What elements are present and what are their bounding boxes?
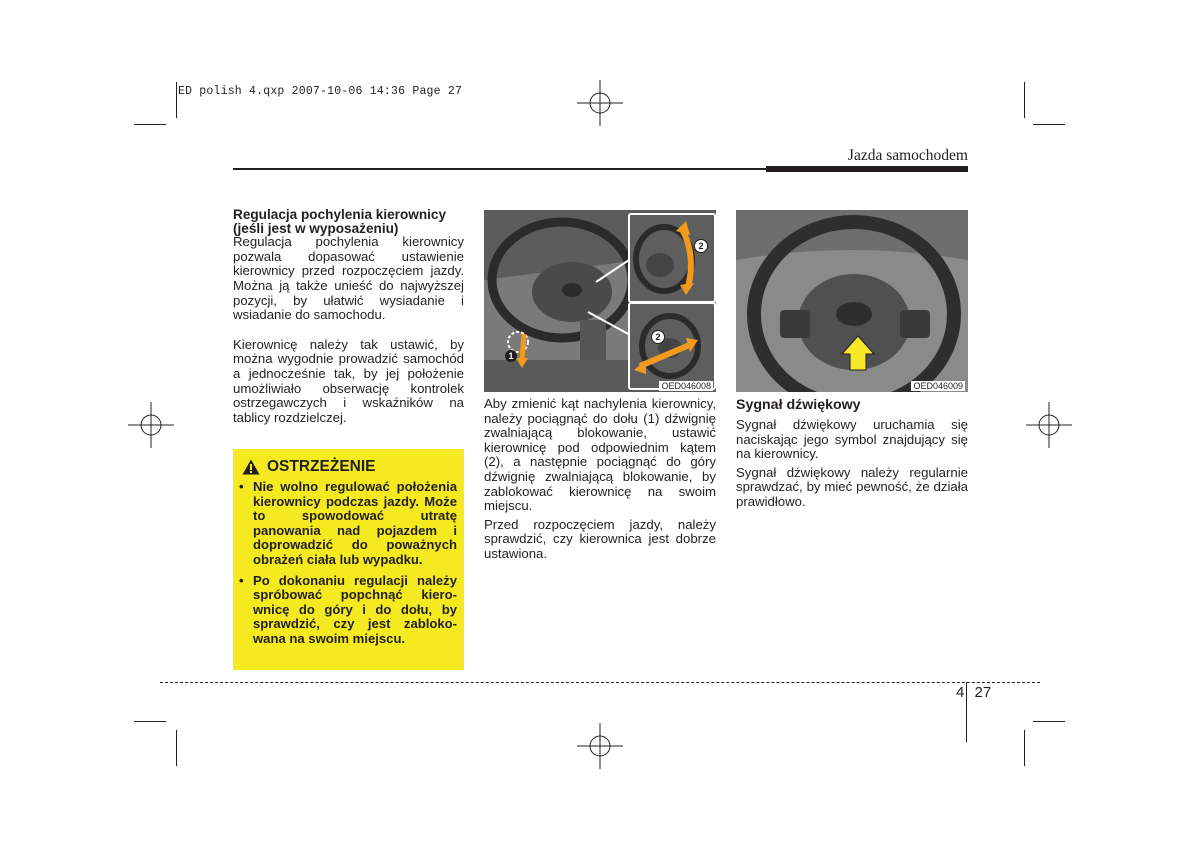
horn-paragraph: Sygnał dźwiękowy uruchamia się naciskając jego symbol znajdujący się na kierownicy. — [736, 417, 968, 462]
callout-badge: 2 — [694, 239, 708, 253]
inset-lower — [628, 302, 716, 390]
horn-check-paragraph: Sygnał dźwiękowy należy regularnie sprawdzać, by mieć pewność, że działa prawidłowo. — [736, 464, 968, 509]
file-header: ED polish 4.qxp 2007-10-06 14:36 Page 27 — [178, 85, 463, 98]
tilt-steering-illustration — [484, 210, 716, 392]
steering-position-paragraph: Kierownicę należy tak ustawić, by można wygodnie prowadzić samochód a jednocześnie tak, by jej położenie umożliwiało obserwację kontrolek ostrzegawczych i wskaźników na tablicy rozdzielczej. — [233, 336, 464, 425]
warning-item — [239, 574, 457, 647]
warning-item — [239, 480, 457, 568]
tilt-adjust-paragraph: Aby zmienić kąt nachylenia kierownicy, należy pociągnąć do dołu (1) dźwignię zwalniającą blokowanie, ustawić kierownicę pod odpowiednim kątem (2), a następnie pociągnąć do góry dźwignię zwalniającą blokowanie, by zablokować kierownicę na swoim miejscu. — [484, 396, 716, 514]
registration-mark-icon — [577, 80, 623, 126]
page-number-value: 27 — [974, 684, 992, 701]
registration-mark-icon — [1026, 402, 1072, 448]
callout-badge: 1 — [505, 350, 517, 362]
bullet: • — [239, 479, 244, 494]
tilt-steering-heading: Regulacja pochylenia kierownicy (jeśli jest w wyposażeniu) — [233, 207, 447, 236]
middle-column — [484, 397, 716, 562]
header-bar — [766, 166, 968, 172]
registration-mark-icon — [577, 723, 623, 769]
bullet: • — [239, 572, 244, 588]
inset-upper — [628, 213, 716, 303]
horn-heading: Sygnał dźwiękowy — [736, 397, 861, 413]
warning-box — [233, 449, 464, 670]
warning-title — [242, 458, 376, 476]
image-code: OED046009 — [913, 381, 963, 391]
left-column — [233, 208, 464, 425]
page-number — [956, 684, 991, 701]
warning-list — [239, 480, 457, 653]
horn-steering-wheel-drawing — [736, 210, 968, 392]
warning-item-text: Nie wolno regulować położenia kierownicy podczas jazdy. Może to spowodować utratę panowania nad pojazdem i doprowadzić do poważnych obrażeń ciała lub wypadku. — [253, 479, 457, 567]
tilt-steering-paragraph: Regulacja pochylenia kierownicy pozwala dopasować ustawienie kierownicy przed rozpoczęciem jazdy. Można ją także unieść do najwyższej pozycji, by ułatwić wysiadanie i wsiadanie do samochodu. — [233, 234, 464, 323]
section-title: Jazda samochodem — [847, 147, 968, 164]
chapter-number: 4 — [956, 684, 965, 701]
registration-mark-icon — [128, 402, 174, 448]
check-paragraph: Przed rozpoczęciem jazdy, należy sprawdzić, czy kierownica jest dobrze ustawiona. — [484, 516, 716, 561]
warning-item-text: Po dokonaniu regulacji należy spróbować popchnąć kiero-wnicę do góry i do dołu, by sprawdzić, czy jest zabloko-wana na swoim miejscu. — [253, 572, 457, 646]
image-code: OED046008 — [661, 381, 711, 391]
warning-title-text: OSTRZEŻENIE — [267, 458, 376, 475]
warning-triangle-icon — [242, 459, 260, 475]
horn-illustration — [736, 210, 968, 392]
callout-badge: 2 — [651, 330, 665, 344]
footer-rule — [160, 682, 1040, 683]
right-column — [736, 398, 968, 510]
